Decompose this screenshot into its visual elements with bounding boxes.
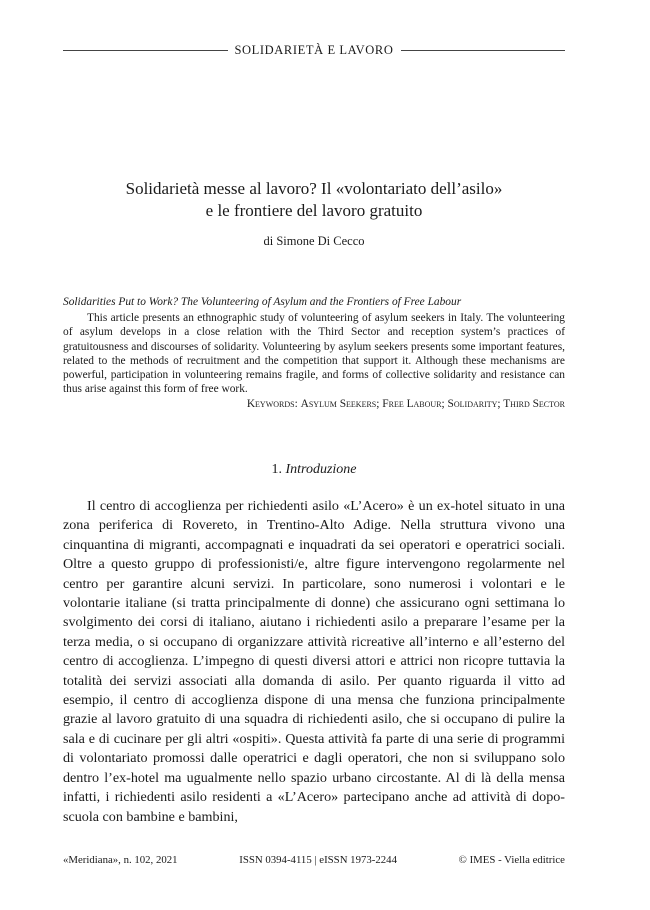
body-paragraph: Il centro di accoglienza per richiedenti asilo «L’Acero» è un ex-hotel situato in una zona periferica di Rovereto, in Trentino-Alto Adige. Nella struttura vivono una cinquantina di migranti, accompagnati e inquadrati da sei operatori e operatrici sociali. Oltre a questo gruppo di professionisti/e, altre figure intervengono regolarmente nel centro per garantire alcuni servizi. In particolare, sono numerosi i volontari e le volontarie italiane (si tratta principalmente di donne) che assicurano ogni settimana lo svolgimento dei corsi di italiano, aiutano i richiedenti asilo a preparare l’esame per la terza media, o si occupano di organizzare attività ricreative all’interno e all’esterno del centro di accoglienza. L’impegno di questi diversi attori e attrici non ricopre tuttavia la totalità dei servizi associati alla domanda di asilo. Per quanto riguarda il vitto ad esempio, il centro di accoglienza dispone di una mensa che funziona principalmente grazie al lavoro gratuito di una squadra di richiedenti asilo, che si occupano di pulire la sala e di cucinare per gli altri «ospiti». Questa attività fa parte di una serie di programmi di volontariato promossi dalle operatrici e dagli operatori, che non si sviluppano solo dentro l’ex-hotel ma ugualmente nello spazio urbano circostante. Al di là della mensa infatti, i richiedenti asilo residenti a «L’Acero» partecipano anche ad attività di dopo-scuola con bambine e bambini,	[63, 498, 565, 825]
abstract	[63, 295, 565, 412]
section-number: 1.	[271, 462, 282, 477]
abstract-body: This article presents an ethnographic study of volunteering of asylum seekers in Italy. The volunteering of asylum develops in a close relation with the Third Sector and reception system’s practices of gratuitousness and discourses of solidarity. Volunteering by asylum seekers presents some important features, related to the methods of recruitment and the competition that support it. Although these mechanisms are powerful, participation in volunteering remains fragile, and forms of collective solidarity and resistance can thus arise against this form of free work.	[63, 312, 565, 396]
footer-journal: «Meridiana», n. 102, 2021	[63, 854, 178, 866]
article-title-line-1: Solidarietà messe al lavoro? Il «volontariato dell’asilo»	[125, 179, 503, 198]
keywords-list: Asylum Seekers; Free Labour; Solidarity; Third Sector	[300, 398, 565, 411]
section-heading	[63, 462, 565, 478]
header-rule-left	[63, 50, 228, 51]
keywords-label: Keywords:	[246, 398, 298, 411]
running-title: SOLIDARIETÀ E LAVORO	[234, 42, 394, 57]
page-footer	[63, 854, 565, 866]
header-rule-right	[401, 50, 566, 51]
english-title: Solidarities Put to Work? The Volunteering of Asylum and the Frontiers of Free Labour	[63, 296, 462, 308]
article-title-block	[63, 178, 565, 249]
keywords	[63, 397, 565, 411]
footer-publisher: © IMES - Viella editrice	[458, 854, 565, 866]
footer-issn: ISSN 0394-4115 | eISSN 1973-2244	[239, 854, 397, 866]
section-title: Introduzione	[285, 462, 357, 477]
article-title-line-2: e le frontiere del lavoro gratuito	[205, 201, 423, 220]
running-header	[63, 42, 565, 58]
article-author: di Simone Di Cecco	[263, 234, 365, 248]
